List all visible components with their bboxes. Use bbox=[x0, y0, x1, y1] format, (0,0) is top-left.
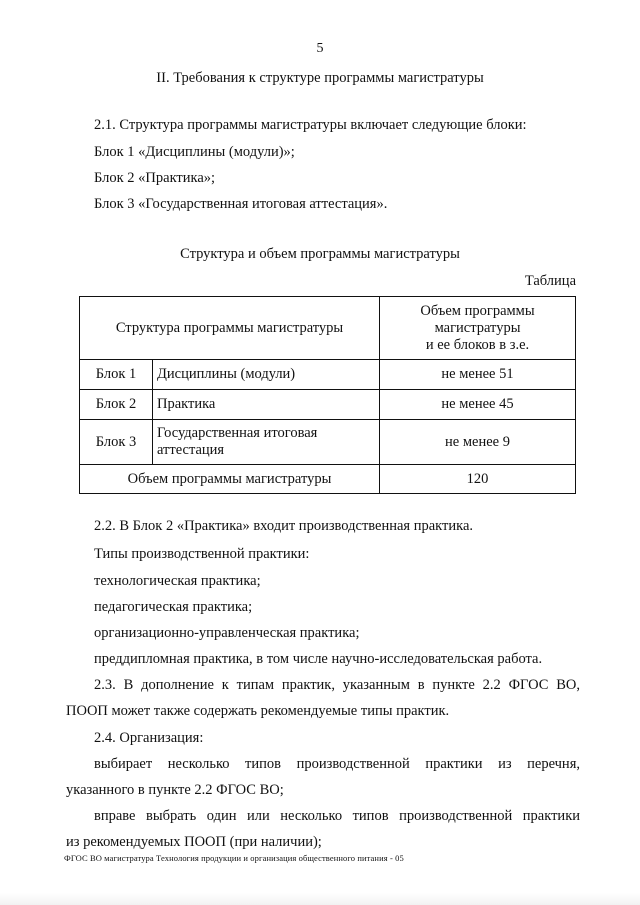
total-label-cell: Объем программы магистратуры bbox=[80, 465, 380, 494]
section-2-4-item: указанного в пункте 2.2 ФГОС ВО; bbox=[66, 782, 284, 798]
table-row bbox=[80, 360, 576, 390]
block-cell: Блок 3 bbox=[80, 420, 153, 465]
block-value-cell: не менее 9 bbox=[380, 420, 576, 465]
header-volume-line: магистратуры bbox=[434, 319, 521, 336]
block-value-cell: не менее 45 bbox=[380, 390, 576, 420]
total-value-cell: 120 bbox=[380, 465, 576, 494]
practice-type-item: педагогическая практика; bbox=[94, 599, 253, 615]
block-name-cell bbox=[153, 360, 380, 390]
section-2-3-line: 2.3. В дополнение к типам практик, указанным в пункте 2.2 ФГОС ВО, bbox=[94, 677, 580, 693]
section-2-3-line: ПООП может также содержать рекомендуемые типы практик. bbox=[66, 703, 450, 719]
section-2-4-intro: 2.4. Организация: bbox=[94, 730, 204, 746]
section-2-2-intro: 2.2. В Блок 2 «Практика» входит производственная практика. bbox=[94, 518, 474, 534]
block-cell: Блок 2 bbox=[80, 390, 153, 420]
section-2-1-intro: 2.1. Структура программы магистратуры включает следующие блоки: bbox=[94, 117, 527, 133]
table-row bbox=[80, 390, 576, 420]
section-2-4-item: вправе выбрать один или несколько типов производственной практики bbox=[94, 808, 580, 824]
block-name-line: аттестация bbox=[157, 442, 225, 458]
section-heading: II. Требования к структуре программы магистратуры bbox=[156, 70, 484, 86]
page-footer: ФГОС ВО магистратура Технология продукции и организация общественного питания - 05 bbox=[64, 853, 404, 863]
practice-type-item: преддипломная практика, в том числе научно-исследовательская работа. bbox=[94, 651, 543, 667]
block-1-item: Блок 1 «Дисциплины (модули)»; bbox=[94, 144, 295, 160]
block-name-cell bbox=[153, 420, 380, 465]
block-cell: Блок 1 bbox=[80, 360, 153, 390]
table-caption: Структура и объем программы магистратуры bbox=[180, 246, 460, 262]
practice-type-item: технологическая практика; bbox=[94, 573, 261, 589]
section-2-4-item: выбирает несколько типов производственной практики из перечня, bbox=[94, 756, 580, 772]
block-3-item: Блок 3 «Государственная итоговая аттестация». bbox=[94, 196, 388, 212]
header-volume-line: Объем программы bbox=[420, 302, 535, 319]
block-name-line: Государственная итоговая bbox=[157, 425, 318, 441]
header-structure-cell bbox=[80, 297, 380, 360]
header-volume-cell bbox=[380, 297, 576, 360]
page-number: 5 bbox=[316, 41, 324, 56]
practice-types-title: Типы производственной практики: bbox=[94, 546, 310, 562]
block-name-cell bbox=[153, 390, 380, 420]
practice-type-item: организационно-управленческая практика; bbox=[94, 625, 360, 641]
structure-table bbox=[79, 296, 576, 494]
table-label: Таблица bbox=[524, 273, 576, 289]
section-2-4-item: из рекомендуемых ПООП (при наличии); bbox=[66, 834, 322, 850]
table-header-row bbox=[80, 297, 576, 360]
block-2-item: Блок 2 «Практика»; bbox=[94, 170, 216, 186]
block-name-line: Практика bbox=[157, 396, 216, 412]
table-row bbox=[80, 420, 576, 465]
page-bottom-edge bbox=[0, 893, 640, 905]
header-volume-line: и ее блоков в з.е. bbox=[425, 336, 530, 353]
block-name-line: Дисциплины (модули) bbox=[157, 366, 296, 382]
block-value-cell: не менее 51 bbox=[380, 360, 576, 390]
table-total-row bbox=[80, 465, 576, 494]
header-structure-text: Структура программы магистратуры bbox=[115, 319, 344, 336]
